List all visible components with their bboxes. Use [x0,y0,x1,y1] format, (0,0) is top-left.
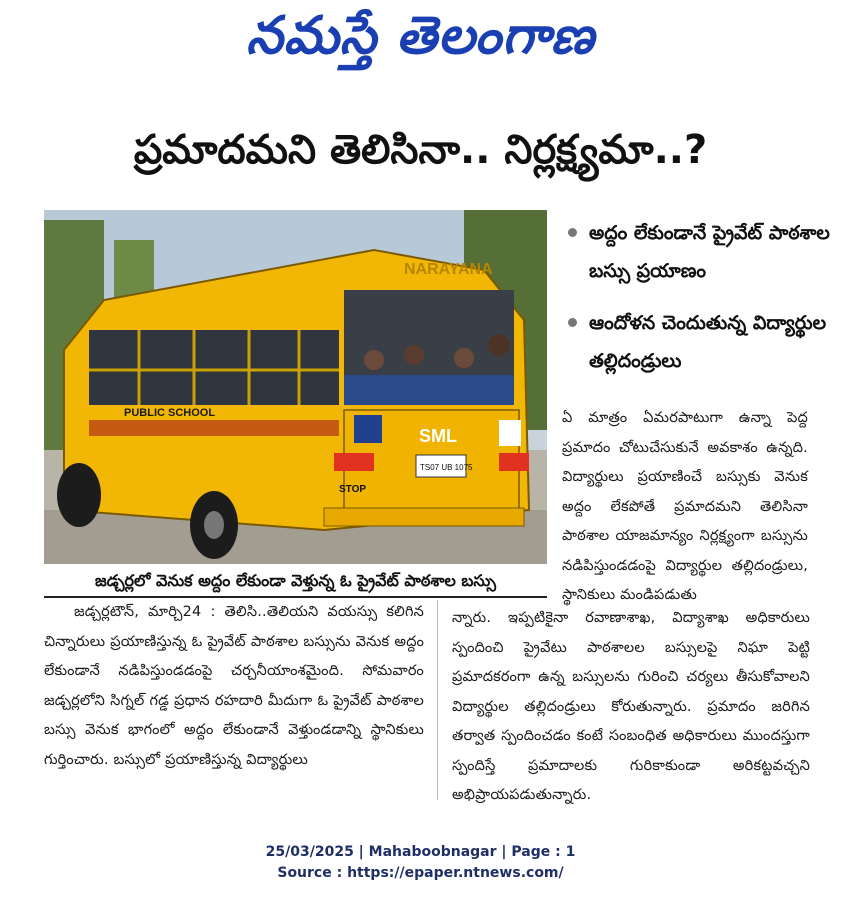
column-divider [437,600,438,800]
bus-stop-lettering: STOP [339,484,367,495]
article-column-right-bottom: న్నారు. ఇప్పటికైనా రవాణాశాఖ, విద్యాశాఖ అధికారులు స్పందించి ప్రైవేటు పాఠశాలల బస్సులపై నిఘా పెట్టి ప్రమాదకరంగా ఉన్న బస్సులను గురించి చర్యలు తీసుకోవాలని విద్యార్థుల తల్లిదండ్రులు కోరుతున్నారు. ప్రమాదం జరిగిన తర్వాత స్పందించడం కంటే సంబంధిత అధికారులు ముందస్తుగా స్పందిస్తే ప్రమాదాలకు గురికాకుండా అరికట్టవచ్చని అభిప్రాయపడుతున్నారు. [452,610,810,803]
bullet-dot-icon [568,228,577,237]
bus-photo [44,210,547,564]
page-footer [0,842,841,884]
article-column-right-top: ఏ మాత్రం ఏమరపాటుగా ఉన్నా పెద్ద ప్రమాదం చోటుచేసుకునే అవకాశం ఉన్నది. విద్యార్థులు ప్రయాణించే బస్సుకు వెనుక అద్దం లేకపోతే ప్రమాదమని తెలిసినా పాఠశాల యాజమాన్యం నిర్లక్ష్యంగా బస్సును నడిపిస్తుండడంపై విద్యార్థుల తల్లిదండ్రులు, స్థానికులు మండిపడుతు [562,410,808,603]
bus-side-lettering: PUBLIC SCHOOL [124,407,216,419]
footer-edition-line: 25/03/2025 | Mahaboobnagar | Page : 1 [265,844,576,860]
bus-plate-lettering: TS07 UB 1075 [420,463,473,472]
photo-caption: జడ్చర్లలో వెనుక అద్దం లేకుండా వెళ్తున్న ఓ ప్రైవేట్ పాఠశాల బస్సు [44,566,547,598]
bullet-dot-icon [568,318,577,327]
highlight-text: ఆందోళన చెందుతున్న విద్యార్థుల తల్లిదండ్రులు [589,312,827,372]
bus-brand-lettering: SML [419,426,457,446]
article-column-left: జడ్చర్లటౌన్, మార్చి24 : తెలిసి..తెలియని వయస్సు కలిగిన చిన్నారులు ప్రయాణిస్తున్న ఓ ప్రైవేట్ పాఠశాల బస్సును వెనుక అద్దం లేకుండానే నడిపిస్తుండడంపై చర్చనీయాంశమైంది. సోమవారం జడ్చర్లలోని సిగ్నల్ గడ్డ ప్రధాన రహదారి మీదుగా ఓ ప్రైవేట్ పాఠశాల బస్సు వెనుక భాగంలో అద్దం లేకుండానే వెళ్తుండడాన్ని స్థానికులు గుర్తించారు. బస్సులో ప్రయాణిస్తున్న విద్యార్థులు [44,604,424,768]
highlight-text: అద్దం లేకుండానే ప్రైవేట్ పాఠశాల బస్సు ప్రయాణం [589,222,830,282]
newspaper-masthead: నమస్తే తెలంగాణ [246,6,595,66]
highlight-item [562,214,832,290]
article-headline: ప్రమాదమని తెలిసినా.. నిర్లక్ష్యమా..? [133,127,708,173]
bus-roof-lettering: NARAYANA [404,261,493,278]
footer-source-line: Source : https://epaper.ntnews.com/ [277,865,564,881]
highlights-list [562,214,832,394]
highlight-item [562,304,832,380]
